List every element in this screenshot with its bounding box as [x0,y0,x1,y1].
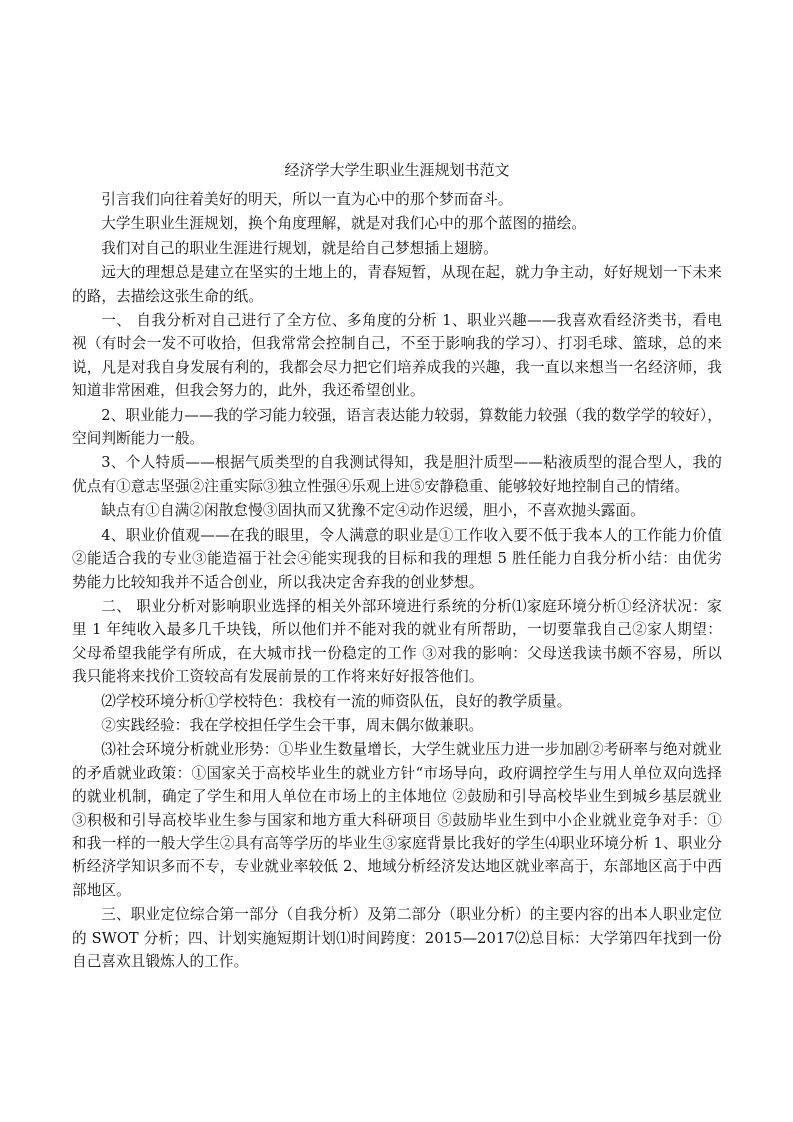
paragraph-weaknesses: 缺点有①自满②闲散怠慢③固执而又犹豫不定④动作迟缓，胆小，不喜欢抛头露面。 [101,502,645,520]
paragraph-school-environment: ⑵学校环境分析①学校特色：我校有一流的师资队伍，良好的教学质量。 [101,692,572,710]
paragraph-intro: 引言我们向往着美好的明天，所以一直为心中的那个梦而奋斗。 [101,191,513,208]
paragraph-career-ability: 2、职业能力——我的学习能力较强，语言表达能力较弱，算数能力较强（我的数学学的较好），空间判断能力一般。 [72,406,722,448]
paragraph-career-values: 4、职业价值观——在我的眼里，令人满意的职业是①工作收入要不低于我本人的工作能力价值②能适合我的专业③能造福于社会④能实现我的目标和我的理想 5 胜任能力自我分析小结：由优劣势能力比较知我并不适合创业，所以我决定舍弃我的创业梦想。 [72,526,722,591]
paragraph-career-analysis: 二、 职业分析对影响职业选择的相关外部环境进行系统的分析⑴家庭环境分析①经济状况：家里 1 年纯收入最多几千块钱，所以他们并不能对我的就业有所帮助，一切要靠我自己②家人期望：父母希望我能学有所成，在大城市找一份稳定的工作 ③对我的影响：父母送我读书颇不容易，所以我只能将来找价工资较高有发展前景的工作将来好好报答他们。 [72,597,722,686]
paragraph-career-positioning: 三、职业定位综合第一部分（自我分析）及第二部分（职业分析）的主要内容的出本人职业定位的 SWOT 分析；四、计划实施短期计划⑴时间跨度：2015—2017⑵总目标：大学第四年找到一份自己喜欢且锻炼人的工作。 [72,906,722,970]
paragraph-self-analysis: 一、 自我分析对自己进行了全方位、多角度的分析 1、职业兴趣——我喜欢看经济类书，看电视（有时会一发不可收拾，但我常常会控制自己，不至于影响我的学习）、打羽毛球、篮球，总的来说，凡是对我自身发展有利的，我都会尽力把它们培养成我的兴趣，我一直以来想当一名经济师，我知道非常困难，但我会努力的，此外，我还希望创业。 [72,312,722,400]
paragraph-ideals: 远大的理想总是建立在坚实的土地上的，青春短暂，从现在起，就力争主动，好好规划一下未来的路，去描绘这张生命的纸。 [72,264,722,305]
document-title: 经济学大学生职业生涯规划书范文 [284,161,510,179]
paragraph-personal-traits: 3、个人特质——根据气质类型的自我测试得知，我是胆汁质型——粘液质型的混合型人，我的优点有①意志坚强②注重实际③独立性强④乐观上进⑤安静稳重、能够较好地控制自己的情绪。 [72,454,722,495]
paragraph-dream-wings: 我们对自己的职业生涯进行规划，就是给自己梦想插上翅膀。 [101,239,498,257]
paragraph-practice-experience: ②实践经验：我在学校担任学生会干事，周末偶尔做兼职。 [101,716,484,734]
paragraph-career-planning: 大学生职业生涯规划，换个角度理解，就是对我们心中的那个蓝图的描绘。 [101,215,587,233]
paragraph-social-environment: ⑶社会环境分析就业形势：①毕业生数量增长，大学生就业压力进一步加剧②考研率与绝对就业的矛盾就业政策：①国家关于高校毕业生的就业方针“市场导向，政府调控学生与用人单位双向选择的就业机制，确定了学生和用人单位在市场上的主体地位 ②鼓励和引导高校毕业生到城乡基层就业③积极和引导高校毕业生参与国家和地方重大科研项目 ⑤鼓励毕业生到中小企业就业竞争对手：①和我一样的一般大学生②具有高等学历的毕业生③家庭背景比我好的学生⑷职业环境分析 1、职业分析经济学知识多而不专，专业就业率较低 2、地域分析经济发达地区就业率高于，东部地区高于中西部地区。 [72,741,722,899]
document-page [72,158,722,974]
